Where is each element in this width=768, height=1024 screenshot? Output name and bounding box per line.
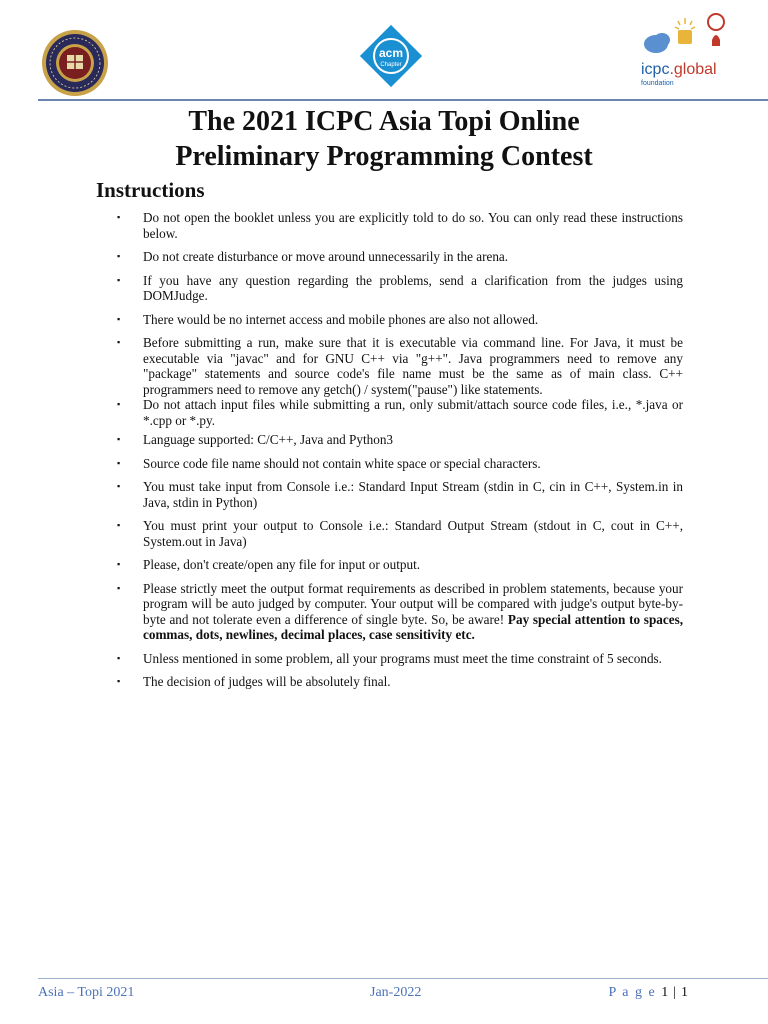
list-item: ▪ Source code file name should not contain white space or special characters. [117, 455, 541, 471]
emphasis-text: Pay special attention to spaces, commas, dots, newlines, decimal places, case sensitivity etc. [143, 611, 684, 642]
list-item: ▪ If you have any question regarding the problems, send a clarification from the judges using DOMJudge. [117, 272, 683, 303]
footer-event: Asia – Topi 2021 [38, 985, 135, 1000]
list-item: ▪ Please, don't create/open any file for input or output. [117, 557, 421, 572]
list-item: ▪ Please strictly meet the output format requirements as described in problem statements, because your program will be auto judged by computer. Your output will be compared with judge's output byte-by-byte and not tolerate even a difference of single byte. So, be aware! Pay special attention to spaces, commas, dots, newlines, decimal places, case sensitivity etc. [117, 580, 684, 642]
bullet-icon: ▪ [117, 251, 121, 261]
bullet-icon: ▪ [117, 652, 121, 663]
instructions-heading: Instructions [96, 178, 205, 202]
bullet-icon: ▪ [117, 481, 121, 491]
bullet-icon: ▪ [117, 676, 121, 686]
icpc-global-logo [638, 10, 738, 90]
icpc-logo-text: icpc.global [641, 61, 717, 78]
bullet-icon: ▪ [117, 399, 121, 409]
bullet-icon: ▪ [117, 457, 121, 468]
list-item: ▪ The decision of judges will be absolutely final. [117, 674, 391, 689]
list-item: ▪ Language supported: C/C++, Java and Python3 [117, 432, 394, 447]
page-title [0, 104, 768, 174]
list-item: ▪ Do not attach input files while submitting a run, only submit/attach source code files, i.e., *.java or *.cpp or *.py. [117, 397, 683, 428]
list-item: ▪ Unless mentioned in some problem, all your programs must meet the time constraint of 5 seconds. [117, 650, 662, 666]
instructions-list [117, 210, 683, 698]
footer-divider [38, 978, 768, 979]
list-item: ▪ Do not create disturbance or move around unnecessarily in the arena. [117, 249, 509, 264]
list-item: ▪ Before submitting a run, make sure that it is executable via command line. For Java, it must be executable via "javac" and for GNU C++ via "g++". Java programmers need to remove any "package" statements and source code's file name must be the same as of main class. C++ programmers need to remove any getch() / system("pause") like statements. [117, 335, 683, 397]
header-divider [38, 99, 768, 101]
footer-date: Jan-2022 [370, 985, 422, 1000]
acm-logo-subtext: Chapter [380, 62, 402, 68]
bullet-icon: ▪ [117, 212, 121, 222]
acm-chapter-logo [357, 22, 425, 90]
list-item: ▪ There would be no internet access and mobile phones are also not allowed. [117, 311, 539, 327]
list-item: ▪ You must print your output to Console i.e.: Standard Output Stream (stdout in C, cout in C++, System.out in Java) [117, 518, 683, 549]
list-item: ▪ Do not open the booklet unless you are explicitly told to do so. You can only read these instructions below. [117, 210, 683, 241]
title-line-2: Preliminary Programming Contest [175, 141, 593, 172]
bullet-icon: ▪ [117, 559, 121, 569]
acm-logo-text: acm [378, 46, 404, 60]
bullet-icon: ▪ [117, 337, 121, 347]
bullet-icon: ▪ [117, 582, 121, 593]
list-item: ▪ You must take input from Console i.e.: Standard Input Stream (stdin in C, cin in C++, System.in in Java, stdin in Python) [117, 479, 683, 510]
icpc-logo-subtext: foundation [641, 80, 674, 87]
header-logos [0, 0, 768, 100]
footer-page-number: P a g e 1 | 1 [608, 985, 688, 1000]
university-seal-icon [40, 28, 110, 98]
bullet-icon: ▪ [117, 520, 121, 530]
bullet-icon: ▪ [117, 274, 121, 285]
bullet-icon: ▪ [117, 434, 121, 444]
page-footer [38, 985, 688, 1005]
bullet-icon: ▪ [117, 313, 121, 324]
title-line-1: The 2021 ICPC Asia Topi Online [188, 106, 580, 137]
